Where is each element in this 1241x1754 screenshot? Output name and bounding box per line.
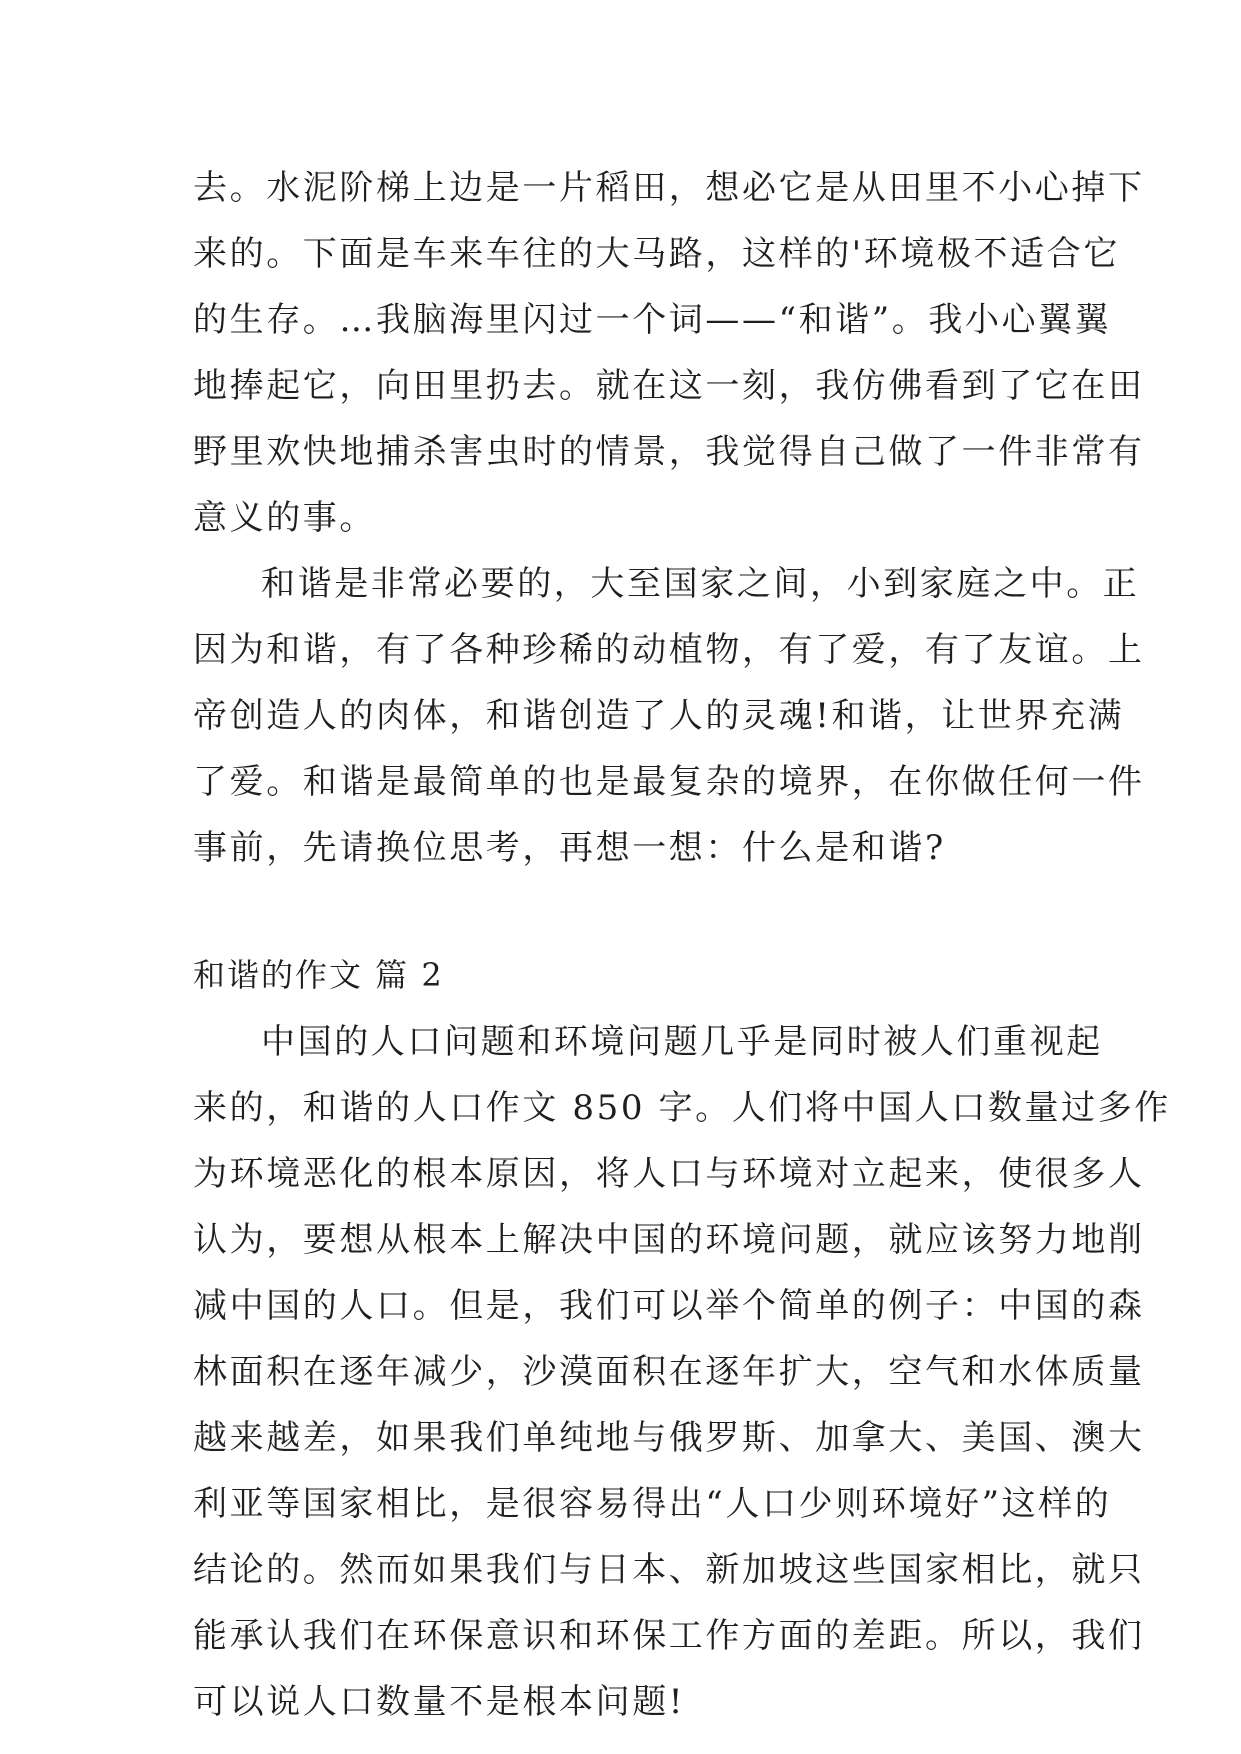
- section-gap: [193, 881, 1053, 945]
- text-line: 来的。下面是车来车往的大马路，这样的'环境极不适合它: [193, 234, 1120, 274]
- text-line: 意义的事。: [193, 498, 376, 538]
- section-title: 和谐的作文 篇 2: [193, 956, 444, 994]
- paragraph-3: [193, 1009, 1171, 1735]
- text-line: 能承认我们在环保意识和环保工作方面的差距。所以，我们: [193, 1616, 1145, 1656]
- text-line: 可以说人口数量不是根本问题!: [193, 1682, 686, 1722]
- paragraph-1: [193, 155, 1145, 551]
- text-line: 结论的。然而如果我们与日本、新加坡这些国家相比，就只: [193, 1550, 1145, 1590]
- text-line: 认为，要想从根本上解决中国的环境问题，就应该努力地削: [193, 1220, 1145, 1260]
- text-line: 为环境恶化的根本原因，将人口与环境对立起来，使很多人: [193, 1154, 1145, 1194]
- text-line: 野里欢快地捕杀害虫时的情景，我觉得自己做了一件非常有: [193, 432, 1145, 472]
- text-line: 和谐是非常必要的，大至国家之间，小到家庭之中。正: [261, 564, 1140, 604]
- text-line: 的生存。…我脑海里闪过一个词——“和谐”。我小心翼翼: [193, 300, 1112, 340]
- text-line: 事前，先请换位思考，再想一想：什么是和谐?: [193, 828, 946, 868]
- text-line: 地捧起它，向田里扔去。就在这一刻，我仿佛看到了它在田: [193, 366, 1145, 406]
- text-line: 利亚等国家相比，是很容易得出“人口少则环境好”这样的: [193, 1484, 1112, 1524]
- text-line: 林面积在逐年减少，沙漠面积在逐年扩大，空气和水体质量: [193, 1352, 1145, 1392]
- text-line: 越来越差，如果我们单纯地与俄罗斯、加拿大、美国、澳大: [193, 1418, 1145, 1458]
- text-line: 中国的人口问题和环境问题几乎是同时被人们重视起: [261, 1022, 1103, 1062]
- text-line: 帝创造人的肉体，和谐创造了人的灵魂!和谐，让世界充满: [193, 696, 1125, 736]
- document-page: [193, 155, 1171, 1735]
- text-line: 去。水泥阶梯上边是一片稻田，想必它是从田里不小心掉下: [193, 168, 1145, 208]
- paragraph-2: [193, 551, 1145, 881]
- text-line: 来的，和谐的人口作文 850 字。人们将中国人口数量过多作: [193, 1088, 1171, 1128]
- text-line: 因为和谐，有了各种珍稀的动植物，有了爱，有了友谊。上: [193, 630, 1145, 670]
- text-line: 减中国的人口。但是，我们可以举个简单的例子：中国的森: [193, 1286, 1145, 1326]
- text-line: 了爱。和谐是最简单的也是最复杂的境界，在你做任何一件: [193, 762, 1145, 802]
